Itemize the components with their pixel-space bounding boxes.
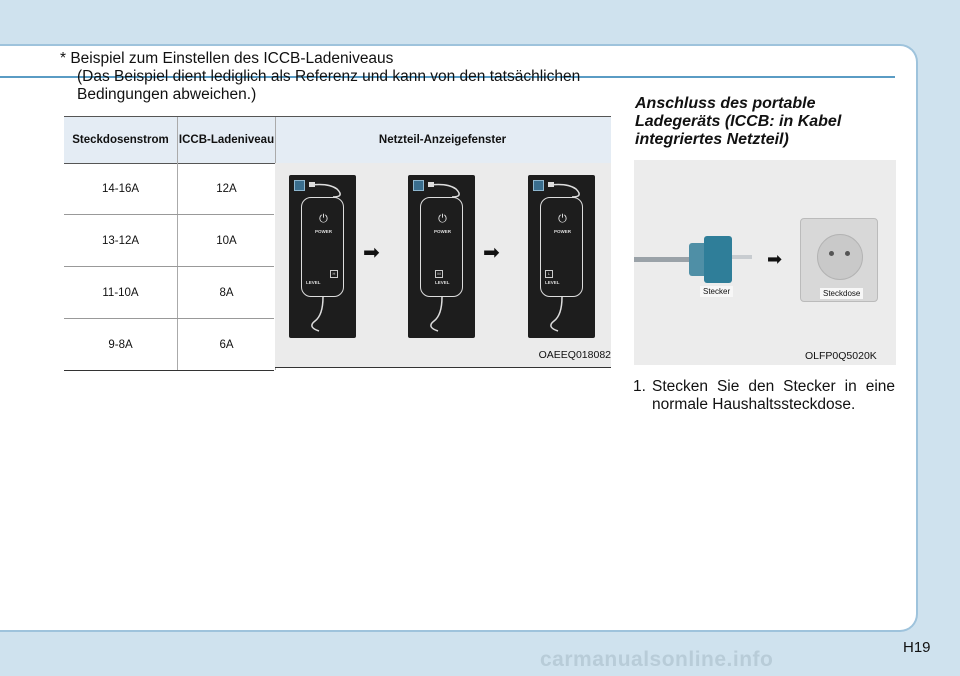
figure-code: OAEEQ018082 (538, 349, 611, 361)
power-label: POWER (314, 229, 332, 234)
table-header (64, 116, 611, 164)
cell-socket-current: 9-8A (108, 338, 133, 351)
instruction-step (633, 378, 895, 414)
plug-indicator-icon (413, 180, 424, 191)
step-number: 1. (633, 378, 646, 395)
plug-pin (732, 255, 752, 259)
charger-body (301, 197, 344, 297)
plug-head (704, 236, 732, 283)
charger-body (420, 197, 463, 297)
power-icon: ⏻ (319, 213, 328, 225)
header-iccb-level: ICCB-Ladeniveau (177, 117, 276, 163)
watermark: carmanualsonline.info (540, 648, 774, 671)
plug-label: Stecker (700, 286, 733, 297)
power-icon: ⏻ (438, 213, 447, 225)
table-row (64, 267, 274, 319)
cell-socket-current: 13-12A (101, 234, 140, 247)
plug-indicator-icon (294, 180, 305, 191)
cell-iccb-level: 10A (177, 215, 276, 266)
table-body (64, 163, 274, 371)
level-indicator: M (435, 270, 443, 278)
power-label: POWER (553, 229, 571, 234)
table-row (64, 163, 274, 215)
level-indicator: H (330, 270, 338, 278)
level-indicator: L (545, 270, 553, 278)
cell-iccb-level: 6A (177, 319, 276, 370)
arrow-right-icon: ➡ (767, 249, 783, 269)
iccb-example-note (60, 50, 610, 104)
level-label: LEVEL (435, 280, 450, 285)
charger-display-medium (408, 175, 475, 338)
charger-display-low (528, 175, 595, 338)
note-line-2: (Das Beispiel dient lediglich als Referenz und kann von den tatsächlichen Bedingungen abweichen.) (77, 68, 581, 103)
table-row (64, 319, 274, 371)
level-label: LEVEL (306, 280, 321, 285)
step-text: Stecken Sie den Stecker in eine normale Haushaltssteckdose. (652, 378, 895, 413)
socket-ring (817, 234, 863, 280)
note-line-1: * Beispiel zum Einstellen des ICCB-Ladeniveaus (60, 50, 394, 67)
arrow-right-icon: ➡ (483, 242, 500, 264)
charging-cable (634, 257, 694, 262)
cell-iccb-level: 12A (177, 163, 276, 214)
page-number: H19 (903, 639, 931, 656)
plug-socket-photo (634, 160, 896, 365)
power-label: POWER (433, 229, 451, 234)
iccb-level-table (64, 116, 611, 368)
cell-socket-current: 14-16A (101, 182, 140, 195)
section-title: Anschluss des portable Ladegeräts (ICCB: in Kabel integriertes Netzteil) (635, 95, 842, 148)
figure-code: OLFP0Q5020K (805, 350, 877, 362)
level-label: LEVEL (545, 280, 560, 285)
header-display-window: Netzteil-Anzeigefenster (378, 134, 507, 146)
header-socket-current: Steckdosenstrom (72, 134, 169, 146)
cell-socket-current: 11-10A (102, 286, 139, 299)
display-window-illustration (275, 163, 611, 368)
plug-indicator-icon (533, 180, 544, 191)
charger-display-high (289, 175, 356, 338)
cell-iccb-level: 8A (177, 267, 276, 318)
charger-body (540, 197, 583, 297)
table-row (64, 215, 274, 267)
socket-label: Steckdose (820, 288, 863, 299)
socket-hole (845, 251, 850, 256)
socket-hole (829, 251, 834, 256)
arrow-right-icon: ➡ (363, 242, 380, 264)
power-icon: ⏻ (558, 213, 567, 225)
